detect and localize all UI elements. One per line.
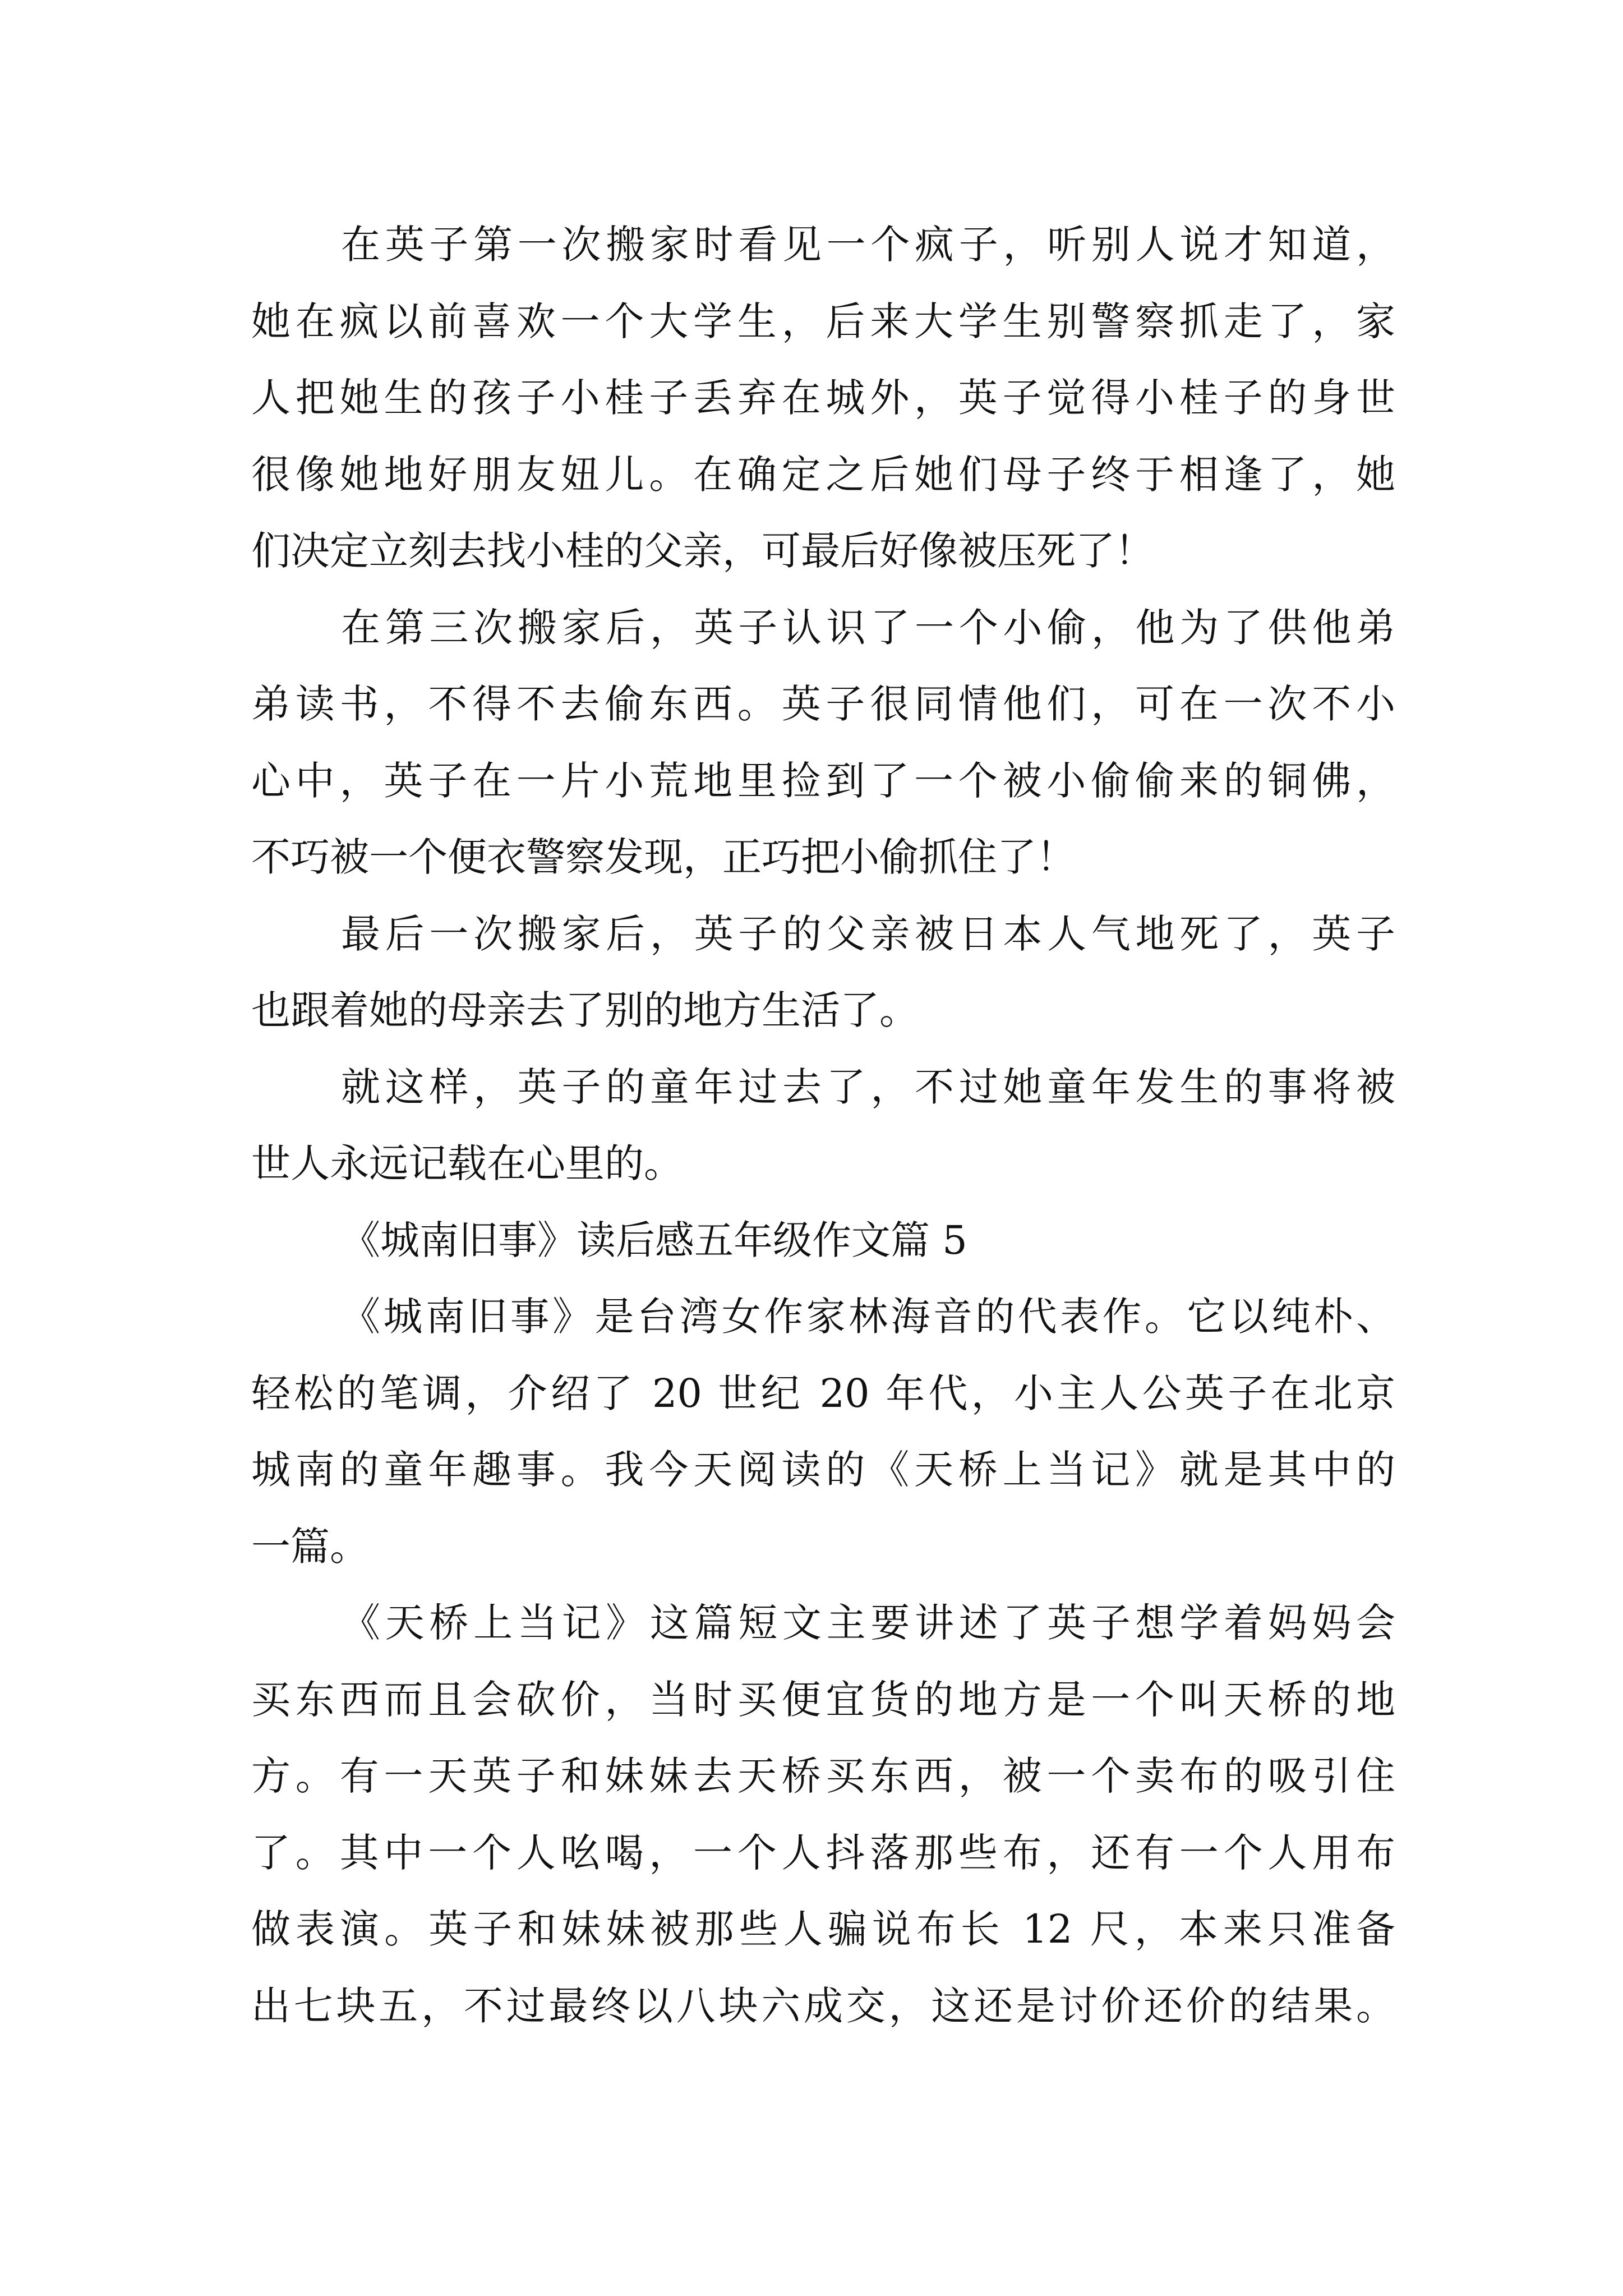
text-line: 她在疯以前喜欢一个大学生，后来大学生别警察抓走了，家 xyxy=(251,298,1395,344)
text-line: 很像她地好朋友妞儿。在确定之后她们母子终于相逢了，她 xyxy=(251,451,1395,498)
text-line: 出七块五，不过最终以八块六成交，这还是讨价还价的结果。 xyxy=(251,1982,1395,2029)
text-line: 《城南旧事》是台湾女作家林海音的代表作。它以纯朴、 xyxy=(341,1294,1395,1340)
text-line: 轻松的笔调，介绍了 20 世纪 20 年代，小主人公英子在北京 xyxy=(251,1370,1395,1416)
text-line: 弟读书，不得不去偷东西。英子很同情他们，可在一次不小 xyxy=(251,681,1395,727)
text-line: 们决定立刻去找小桂的父亲，可最后好像被压死了！ xyxy=(251,528,1154,574)
text-line: 城南的童年趣事。我今天阅读的《天桥上当记》就是其中的 xyxy=(251,1447,1395,1493)
text-line: 做表演。英子和妹妹被那些人骗说布长 12 尺，本来只准备 xyxy=(251,1906,1395,1952)
text-line: 也跟着她的母亲去了别的地方生活了。 xyxy=(251,987,919,1033)
text-line: 在第三次搬家后，英子认识了一个小偷，他为了供他弟 xyxy=(341,604,1395,651)
document-body xyxy=(251,206,1395,2044)
text-line: 人把她生的孩子小桂子丢弃在城外，英子觉得小桂子的身世 xyxy=(251,375,1395,421)
text-line: 《天桥上当记》这篇短文主要讲述了英子想学着妈妈会 xyxy=(341,1600,1395,1646)
text-line: 《城南旧事》读后感五年级作文篇 5 xyxy=(341,1217,967,1263)
text-line: 心中，英子在一片小荒地里捡到了一个被小偷偷来的铜佛， xyxy=(251,757,1395,804)
text-line: 买东西而且会砍价，当时买便宜货的地方是一个叫天桥的地 xyxy=(251,1676,1395,1723)
text-line: 了。其中一个人吆喝，一个人抖落那些布，还有一个人用布 xyxy=(251,1829,1395,1876)
text-line: 一篇。 xyxy=(251,1523,369,1570)
text-line: 世人永远记载在心里的。 xyxy=(251,1140,683,1186)
text-line: 不巧被一个便衣警察发现，正巧把小偷抓住了！ xyxy=(251,834,1076,880)
text-line: 就这样，英子的童年过去了，不过她童年发生的事将被 xyxy=(341,1064,1395,1110)
text-line: 在英子第一次搬家时看见一个疯子，听别人说才知道， xyxy=(341,222,1395,268)
text-line: 最后一次搬家后，英子的父亲被日本人气地死了，英子 xyxy=(341,910,1395,957)
text-line: 方。有一天英子和妹妹去天桥买东西，被一个卖布的吸引住 xyxy=(251,1753,1395,1799)
